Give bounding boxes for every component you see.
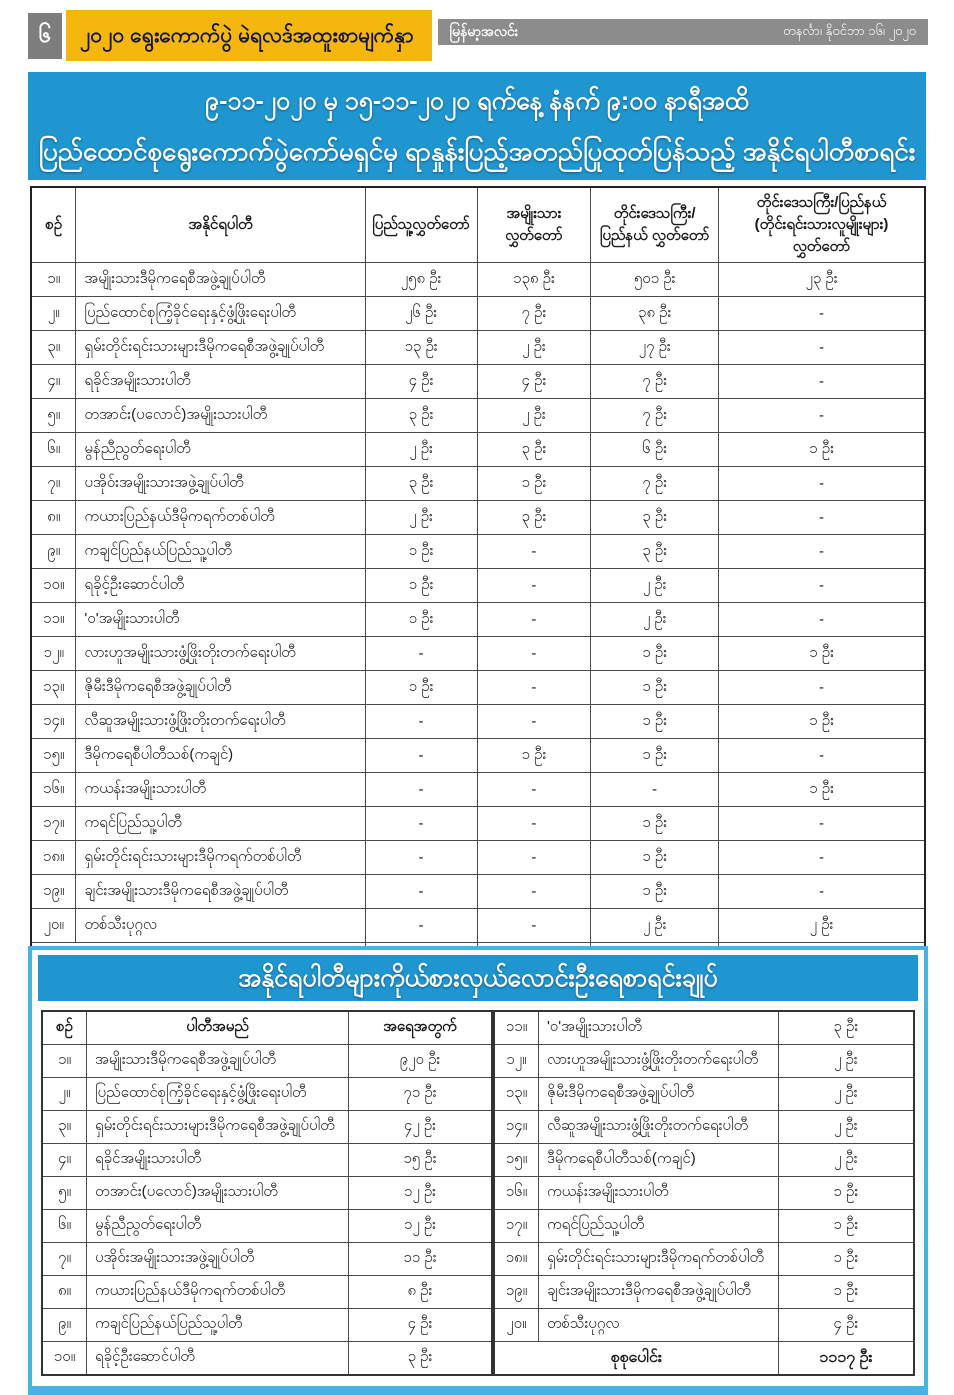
summary-section: [28, 946, 928, 1395]
header-amyotha-hluttaw: အမျိုးသားလွှတ်တော်: [477, 187, 591, 263]
summary-row: [494, 1144, 914, 1177]
cell-pyithu-count: -: [365, 909, 477, 943]
summary-right-body: [494, 1011, 914, 1342]
results-row: [31, 603, 925, 637]
cell-ethnic-count: -: [719, 297, 925, 331]
cell-amyotha-count: -: [477, 875, 591, 909]
cell-party-name: ဇိုမီးဒီမိုကရေစီအဖွဲ့ချုပ်ပါတီ: [76, 671, 365, 705]
cell-serial: ၁၉။: [494, 1276, 539, 1309]
summary-row: [42, 1276, 492, 1309]
masthead-bar: [438, 19, 928, 45]
cell-pyithu-count: -: [365, 773, 477, 807]
cell-party-name: လီဆူအမျိုးသားဖွံ့ဖြိုးတိုးတက်ရေးပါတီ: [538, 1111, 778, 1144]
cell-region-count: ၇ ဦး: [591, 467, 719, 501]
cell-serial: ၅။: [42, 1177, 87, 1210]
cell-serial: ၃။: [42, 1111, 87, 1144]
cell-serial: ၁၅။: [31, 739, 76, 773]
cell-amyotha-count: -: [477, 637, 591, 671]
summary-row: [42, 1342, 492, 1376]
cell-party-name: တအာင်း(ပလောင်)အမျိုးသားပါတီ: [87, 1177, 349, 1210]
cell-pyithu-count: ၁၃ ဦး: [365, 331, 477, 365]
summary-row: [494, 1243, 914, 1276]
cell-serial: ၆။: [42, 1210, 87, 1243]
cell-pyithu-count: ၂ ဦး: [365, 501, 477, 535]
cell-amyotha-count: -: [477, 705, 591, 739]
summary-row: [42, 1144, 492, 1177]
cell-ethnic-count: -: [719, 875, 925, 909]
top-bar: [28, 10, 928, 61]
summary-row: [42, 1111, 492, 1144]
cell-amyotha-count: ၁၃၈ ဦး: [477, 263, 591, 297]
results-table: [30, 186, 926, 984]
header-pyithu-hluttaw: ပြည်သူ့လွှတ်တော်: [365, 187, 477, 263]
results-table-header: [31, 187, 925, 263]
cell-party-name: ကရင်ပြည်သူ့ပါတီ: [76, 807, 365, 841]
cell-region-count: ၂၇ ဦး: [591, 331, 719, 365]
cell-party-name: တစ်သီးပုဂ္ဂလ: [538, 1309, 778, 1342]
cell-candidate-count: ၇၁ ဦး: [349, 1078, 492, 1111]
summary-row: [42, 1309, 492, 1342]
cell-candidate-count: ၄ ဦး: [778, 1309, 914, 1342]
cell-pyithu-count: ၁ ဦး: [365, 569, 477, 603]
results-row: [31, 773, 925, 807]
cell-serial: ၁၁။: [31, 603, 76, 637]
cell-party-name: ပြည်ထောင်စုကြံ့ခိုင်ရေးနှင့်ဖွံ့ဖြိုးရေးပါတီ: [76, 297, 365, 331]
cell-serial: ၁၃။: [494, 1078, 539, 1111]
results-row: [31, 467, 925, 501]
cell-serial: ၁၇။: [31, 807, 76, 841]
cell-candidate-count: ၁ ဦး: [778, 1177, 914, 1210]
cell-region-count: ၁ ဦး: [591, 841, 719, 875]
cell-serial: ၄။: [42, 1144, 87, 1177]
cell-pyithu-count: -: [365, 705, 477, 739]
cell-amyotha-count: -: [477, 773, 591, 807]
cell-serial: ၁၃။: [31, 671, 76, 705]
cell-ethnic-count: -: [719, 671, 925, 705]
cell-serial: ၁၁။: [494, 1011, 539, 1045]
results-row: [31, 875, 925, 909]
cell-party-name: ကယားပြည်နယ်ဒီမိုကရက်တစ်ပါတီ: [87, 1276, 349, 1309]
cell-party-name: ရှမ်းတိုင်းရင်းသားများဒီမိုကရက်တစ်ပါတီ: [538, 1243, 778, 1276]
cell-serial: ၁၂။: [31, 637, 76, 671]
results-row: [31, 841, 925, 875]
results-row: [31, 535, 925, 569]
cell-ethnic-count: -: [719, 535, 925, 569]
cell-pyithu-count: -: [365, 807, 477, 841]
cell-region-count: ၇ ဦး: [591, 365, 719, 399]
cell-serial: ၈။: [31, 501, 76, 535]
cell-amyotha-count: -: [477, 569, 591, 603]
cell-serial: ၇။: [31, 467, 76, 501]
cell-party-name: ဒီမိုကရေစီပါတီသစ်(ကချင်): [76, 739, 365, 773]
results-row: [31, 297, 925, 331]
cell-serial: ၁၆။: [494, 1177, 539, 1210]
cell-region-count: ၇ ဦး: [591, 399, 719, 433]
header-party-name: ပါတီအမည်: [87, 1011, 349, 1045]
cell-party-name: လီဆူအမျိုးသားဖွံ့ဖြိုးတိုးတက်ရေးပါတီ: [76, 705, 365, 739]
page-number-badge: ၆: [28, 13, 62, 59]
cell-ethnic-count: ၁ ဦး: [719, 433, 925, 467]
cell-candidate-count: ၁၅ ဦး: [349, 1144, 492, 1177]
results-row: [31, 671, 925, 705]
cell-amyotha-count: -: [477, 909, 591, 943]
cell-serial: ၁၆။: [31, 773, 76, 807]
cell-candidate-count: ၁၂ ဦး: [349, 1177, 492, 1210]
cell-region-count: ၂ ဦး: [591, 909, 719, 943]
summary-row: [494, 1045, 914, 1078]
cell-serial: ၃။: [31, 331, 76, 365]
cell-ethnic-count: ၂ ဦး: [719, 909, 925, 943]
cell-pyithu-count: ၁ ဦး: [365, 671, 477, 705]
cell-serial: ၈။: [42, 1276, 87, 1309]
header-serial: စဉ်: [42, 1011, 87, 1045]
cell-region-count: ၁ ဦး: [591, 807, 719, 841]
cell-pyithu-count: ၃ ဦး: [365, 399, 477, 433]
cell-pyithu-count: ၄ ဦး: [365, 365, 477, 399]
cell-party-name: ရခိုင့်ဦးဆောင်ပါတီ: [76, 569, 365, 603]
cell-region-count: ၁ ဦး: [591, 875, 719, 909]
cell-party-name: ပအိုဝ်းအမျိုးသားအဖွဲ့ချုပ်ပါတီ: [76, 467, 365, 501]
headline-line2: ပြည်ထောင်စုရွေးကောက်ပွဲကော်မရှင်မှ ရာနှုန်းပြည့်အတည်ပြုထုတ်ပြန်သည့် အနိုင်ရပါတီစာရင်း: [38, 136, 916, 166]
results-header-row: [31, 187, 925, 263]
results-row: [31, 365, 925, 399]
cell-party-name: တအာင်း(ပလောင်)အမျိုးသားပါတီ: [76, 399, 365, 433]
cell-amyotha-count: -: [477, 671, 591, 705]
cell-amyotha-count: ၁ ဦး: [477, 467, 591, 501]
cell-candidate-count: ၃ ဦး: [778, 1011, 914, 1045]
cell-party-name: ဒီမိုကရေစီပါတီသစ်(ကချင်): [538, 1144, 778, 1177]
summary-row: [42, 1243, 492, 1276]
cell-amyotha-count: ၁ ဦး: [477, 739, 591, 773]
results-row: [31, 807, 925, 841]
cell-serial: ၁၀။: [31, 569, 76, 603]
results-row: [31, 399, 925, 433]
cell-party-name: အမျိုးသားဒီမိုကရေစီအဖွဲ့ချုပ်ပါတီ: [76, 263, 365, 297]
cell-region-count: ၆ ဦး: [591, 433, 719, 467]
summary-row: [42, 1045, 492, 1078]
cell-candidate-count: ၂ ဦး: [778, 1045, 914, 1078]
cell-serial: ၁၇။: [494, 1210, 539, 1243]
cell-serial: ၁၉။: [31, 875, 76, 909]
issue-date: တနင်္လာ၊ နိုဝင်ဘာ ၁၆၊ ၂၀၂၀: [783, 22, 916, 38]
cell-serial: ၁၄။: [31, 705, 76, 739]
cell-amyotha-count: ၄ ဦး: [477, 365, 591, 399]
special-page-title: ၂၀၂၀ ရွေးကောက်ပွဲ မဲရလဒ်အထူးစာမျက်နှာ: [66, 10, 432, 61]
results-row: [31, 705, 925, 739]
cell-ethnic-count: ၁ ဦး: [719, 637, 925, 671]
summary-header-row: [42, 1011, 492, 1045]
header-region-state-hluttaw: တိုင်းဒေသကြီး/ပြည်နယ် လွှတ်တော်: [591, 187, 719, 263]
cell-region-count: ၃ ဦး: [591, 501, 719, 535]
cell-party-name: ရခိုင်အမျိုးသားပါတီ: [87, 1144, 349, 1177]
cell-ethnic-count: -: [719, 501, 925, 535]
cell-amyotha-count: -: [477, 535, 591, 569]
cell-serial: ၁၄။: [494, 1111, 539, 1144]
header-serial: စဉ်: [31, 187, 76, 263]
cell-ethnic-count: -: [719, 739, 925, 773]
results-row: [31, 433, 925, 467]
cell-region-count: ၁ ဦး: [591, 637, 719, 671]
results-table-body: [31, 263, 925, 943]
cell-amyotha-count: ၃ ဦး: [477, 501, 591, 535]
cell-serial: ၁၀။: [42, 1342, 87, 1376]
cell-party-name: ကရင်ပြည်သူ့ပါတီ: [538, 1210, 778, 1243]
cell-candidate-count: ၄ ဦး: [349, 1309, 492, 1342]
summary-row: [494, 1276, 914, 1309]
cell-serial: ၁၈။: [31, 841, 76, 875]
cell-pyithu-count: -: [365, 739, 477, 773]
cell-pyithu-count: ၂ ဦး: [365, 433, 477, 467]
cell-amyotha-count: -: [477, 603, 591, 637]
cell-pyithu-count: -: [365, 875, 477, 909]
results-row: [31, 569, 925, 603]
results-row: [31, 739, 925, 773]
cell-pyithu-count: ၁ ဦး: [365, 603, 477, 637]
cell-party-name: ပြည်ထောင်စုကြံ့ခိုင်ရေးနှင့်ဖွံ့ဖြိုးရေးပါတီ: [87, 1078, 349, 1111]
results-row: [31, 501, 925, 535]
headline-line1: ၉-၁၁-၂၀၂၀ မှ ၁၅-၁၁-၂၀၂၀ ရက်နေ့ နံနက် ၉:၀၀ နာရီအထိ: [205, 87, 749, 115]
cell-region-count: -: [591, 773, 719, 807]
summary-row: [494, 1078, 914, 1111]
cell-ethnic-count: -: [719, 807, 925, 841]
cell-party-name: ရှမ်းတိုင်းရင်းသားများဒီမိုကရက်တစ်ပါတီ: [76, 841, 365, 875]
cell-ethnic-count: -: [719, 603, 925, 637]
cell-party-name: 'ဝ'အမျိုးသားပါတီ: [76, 603, 365, 637]
cell-serial: ၇။: [42, 1243, 87, 1276]
cell-region-count: ၃၈ ဦး: [591, 297, 719, 331]
cell-party-name: ကချင်ပြည်နယ်ပြည်သူ့ပါတီ: [76, 535, 365, 569]
cell-ethnic-count: -: [719, 399, 925, 433]
cell-party-name: ရှမ်းတိုင်းရင်းသားများဒီမိုကရေစီအဖွဲ့ချုပ်ပါတီ: [87, 1111, 349, 1144]
cell-party-name: ရခိုင်အမျိုးသားပါတီ: [76, 365, 365, 399]
summary-tables: [38, 1010, 918, 1376]
cell-serial: ၂။: [42, 1078, 87, 1111]
results-row: [31, 637, 925, 671]
cell-candidate-count: ၁ ဦး: [778, 1243, 914, 1276]
cell-party-name: 'ဝ'အမျိုးသားပါတီ: [538, 1011, 778, 1045]
cell-candidate-count: ၃ ဦး: [349, 1342, 492, 1376]
cell-region-count: ၁ ဦး: [591, 705, 719, 739]
cell-candidate-count: ၁၂ ဦး: [349, 1210, 492, 1243]
header-winning-party: အနိုင်ရပါတီ: [76, 187, 365, 263]
summary-right-table: [493, 1010, 915, 1376]
cell-ethnic-count: -: [719, 569, 925, 603]
cell-candidate-count: ၈ ဦး: [349, 1276, 492, 1309]
cell-party-name: လားဟူအမျိုးသားဖွံ့ဖြိုးတိုးတက်ရေးပါတီ: [76, 637, 365, 671]
cell-serial: ၁၅။: [494, 1144, 539, 1177]
cell-candidate-count: ၉၂၀ ဦး: [349, 1045, 492, 1078]
cell-amyotha-count: ၇ ဦး: [477, 297, 591, 331]
summary-row: [42, 1078, 492, 1111]
cell-serial: ၉။: [42, 1309, 87, 1342]
summary-total-label: စုစုပေါင်း: [494, 1342, 778, 1376]
cell-pyithu-count: ၂၅၈ ဦး: [365, 263, 477, 297]
cell-ethnic-count: ၁ ဦး: [719, 773, 925, 807]
cell-party-name: တစ်သီးပုဂ္ဂလ: [76, 909, 365, 943]
cell-party-name: ရှမ်းတိုင်းရင်းသားများဒီမိုကရေစီအဖွဲ့ချုပ်ပါတီ: [76, 331, 365, 365]
cell-candidate-count: ၁ ဦး: [778, 1276, 914, 1309]
summary-row: [494, 1111, 914, 1144]
cell-region-count: ၁ ဦး: [591, 739, 719, 773]
results-row: [31, 331, 925, 365]
cell-party-name: ဇိုမီးဒီမိုကရေစီအဖွဲ့ချုပ်ပါတီ: [538, 1078, 778, 1111]
cell-pyithu-count: ၃ ဦး: [365, 467, 477, 501]
cell-party-name: ချင်းအမျိုးသားဒီမိုကရေစီအဖွဲ့ချုပ်ပါတီ: [76, 875, 365, 909]
cell-party-name: မွန်ညီညွတ်ရေးပါတီ: [87, 1210, 349, 1243]
summary-left-body: [42, 1045, 492, 1376]
cell-ethnic-count: -: [719, 331, 925, 365]
summary-row: [42, 1210, 492, 1243]
cell-serial: ၂၀။: [494, 1309, 539, 1342]
cell-party-name: ကချင်ပြည်နယ်ပြည်သူ့ပါတီ: [87, 1309, 349, 1342]
cell-serial: ၁။: [31, 263, 76, 297]
summary-total-row: [494, 1342, 914, 1376]
cell-ethnic-count: -: [719, 467, 925, 501]
cell-candidate-count: ၁၁ ဦး: [349, 1243, 492, 1276]
cell-serial: ၉။: [31, 535, 76, 569]
cell-party-name: ရခိုင့်ဦးဆောင်ပါတီ: [87, 1342, 349, 1376]
cell-region-count: ၃ ဦး: [591, 535, 719, 569]
cell-ethnic-count: -: [719, 365, 925, 399]
cell-party-name: အမျိုးသားဒီမိုကရေစီအဖွဲ့ချုပ်ပါတီ: [87, 1045, 349, 1078]
summary-row: [494, 1309, 914, 1342]
cell-candidate-count: ၁ ဦး: [778, 1210, 914, 1243]
results-row: [31, 909, 925, 943]
cell-serial: ၁၈။: [494, 1243, 539, 1276]
cell-amyotha-count: ၂ ဦး: [477, 331, 591, 365]
cell-ethnic-count: ၂၃ ဦး: [719, 263, 925, 297]
cell-amyotha-count: -: [477, 841, 591, 875]
cell-party-name: လားဟူအမျိုးသားဖွံ့ဖြိုးတိုးတက်ရေးပါတီ: [538, 1045, 778, 1078]
cell-pyithu-count: -: [365, 841, 477, 875]
cell-party-name: ချင်းအမျိုးသားဒီမိုကရေစီအဖွဲ့ချုပ်ပါတီ: [538, 1276, 778, 1309]
cell-serial: ၁။: [42, 1045, 87, 1078]
summary-total-value: ၁၁၁၇ ဦး: [778, 1342, 914, 1376]
cell-serial: ၂။: [31, 297, 76, 331]
cell-amyotha-count: ၂ ဦး: [477, 399, 591, 433]
cell-amyotha-count: ၃ ဦး: [477, 433, 591, 467]
summary-row: [494, 1210, 914, 1243]
cell-serial: ၁၂။: [494, 1045, 539, 1078]
results-row: [31, 263, 925, 297]
cell-party-name: မွန်ညီညွတ်ရေးပါတီ: [76, 433, 365, 467]
cell-party-name: ပအိုဝ်းအမျိုးသားအဖွဲ့ချုပ်ပါတီ: [87, 1243, 349, 1276]
cell-serial: ၆။: [31, 433, 76, 467]
cell-pyithu-count: -: [365, 637, 477, 671]
cell-ethnic-count: ၁ ဦး: [719, 705, 925, 739]
cell-candidate-count: ၄၂ ဦး: [349, 1111, 492, 1144]
cell-candidate-count: ၂ ဦး: [778, 1144, 914, 1177]
summary-right-footer: [494, 1342, 914, 1376]
cell-pyithu-count: ၂၆ ဦး: [365, 297, 477, 331]
cell-amyotha-count: -: [477, 807, 591, 841]
cell-party-name: ကယားပြည်နယ်ဒီမိုကရက်တစ်ပါတီ: [76, 501, 365, 535]
cell-serial: ၂၀။: [31, 909, 76, 943]
cell-candidate-count: ၂ ဦး: [778, 1111, 914, 1144]
newspaper-name: မြန်မာ့အလင်း: [449, 22, 519, 39]
cell-serial: ၄။: [31, 365, 76, 399]
cell-region-count: ၂ ဦး: [591, 569, 719, 603]
summary-row: [494, 1011, 914, 1045]
cell-region-count: ၅၀၁ ဦး: [591, 263, 719, 297]
cell-region-count: ၁ ဦး: [591, 671, 719, 705]
cell-region-count: ၂ ဦး: [591, 603, 719, 637]
cell-pyithu-count: ၁ ဦး: [365, 535, 477, 569]
cell-party-name: ကယန်းအမျိုးသားပါတီ: [76, 773, 365, 807]
summary-row: [494, 1177, 914, 1210]
summary-left-table: [41, 1010, 493, 1376]
cell-candidate-count: ၂ ဦး: [778, 1078, 914, 1111]
summary-left-header: [42, 1011, 492, 1045]
cell-party-name: ကယန်းအမျိုးသားပါတီ: [538, 1177, 778, 1210]
cell-ethnic-count: -: [719, 841, 925, 875]
summary-row: [42, 1177, 492, 1210]
headline-banner: [28, 72, 926, 180]
cell-serial: ၅။: [31, 399, 76, 433]
header-count: အရေအတွက်: [349, 1011, 492, 1045]
summary-title: အနိုင်ရပါတီများကိုယ်စားလှယ်လောင်းဦးရေစာရင်းချုပ်: [38, 955, 918, 1001]
header-ethnic-affairs-hluttaw: တိုင်းဒေသကြီး/ပြည်နယ် (တိုင်းရင်းသားလူမျိုးများ) လွှတ်တော်: [719, 187, 925, 263]
